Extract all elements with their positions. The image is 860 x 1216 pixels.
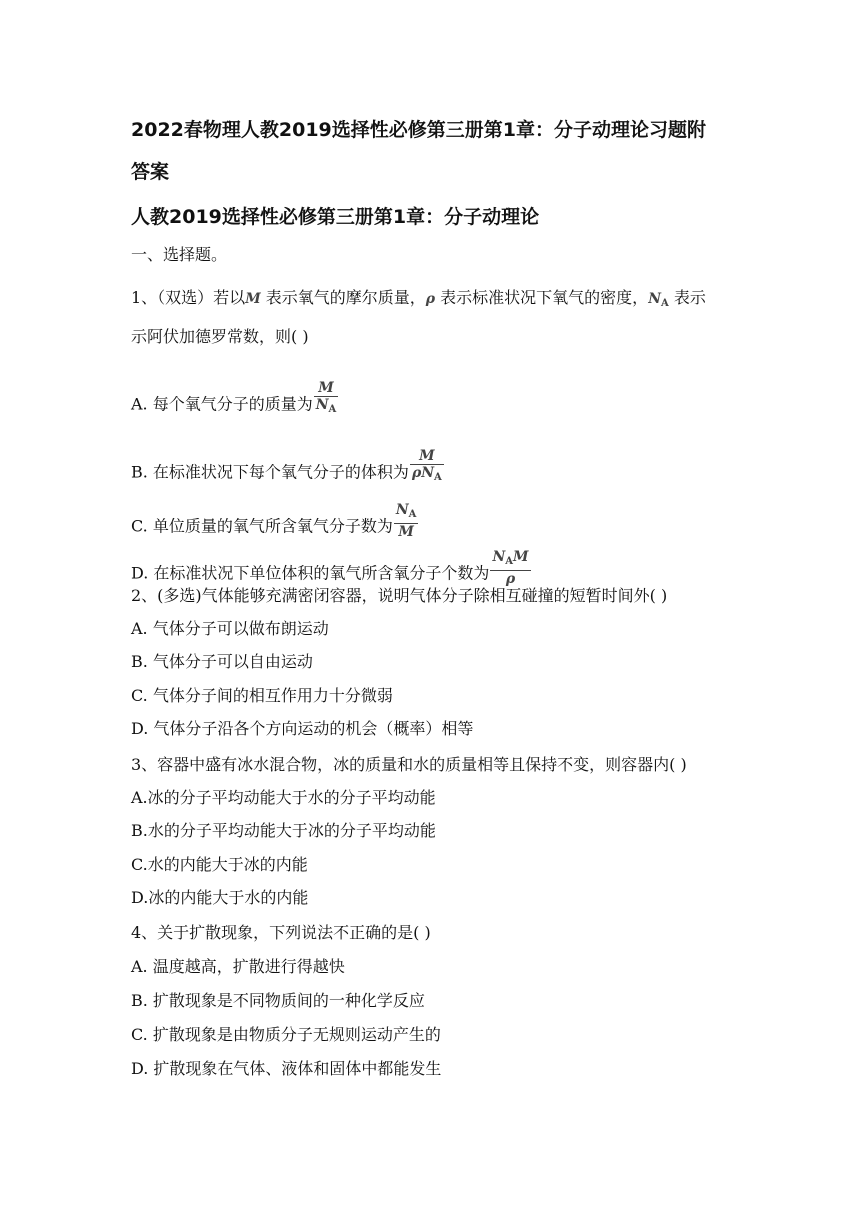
q1-option-b xyxy=(131,448,445,492)
symbol-a-subscript: A xyxy=(434,472,442,483)
symbol-a-subscript: A xyxy=(660,298,669,309)
symbol-na xyxy=(648,291,669,307)
fraction-m-over-rho-na xyxy=(410,448,444,486)
q2-option-a: A. 气体分子可以做布朗运动 xyxy=(131,619,329,638)
q1-stem-line1 xyxy=(131,288,706,314)
q1-stem-part2: 表示氧气的摩尔质量， xyxy=(260,288,426,307)
q3-option-d: D.冰的内能大于水的内能 xyxy=(131,888,309,907)
fraction-denominator: M xyxy=(398,524,414,540)
symbol-n: N xyxy=(421,465,435,481)
q1-option-c-text: C. 单位质量的氧气所含氧气分子数为 xyxy=(131,516,393,536)
q2-option-c: C. 气体分子间的相互作用力十分微弱 xyxy=(131,686,393,705)
fraction-numerator xyxy=(490,549,530,571)
q3-stem: 3、容器中盛有冰水混合物，冰的质量和水的质量相等且保持不变，则容器内( ) xyxy=(131,755,687,774)
q1-option-b-text: B. 在标准状况下每个氧气分子的体积为 xyxy=(131,462,409,482)
fraction-na-over-m xyxy=(394,502,419,540)
fraction-numerator xyxy=(394,502,419,524)
symbol-n: N xyxy=(395,502,409,518)
q4-option-a: A. 温度越高，扩散进行得越快 xyxy=(131,957,345,976)
fraction-m-over-na xyxy=(314,380,339,418)
q2-stem: 2、(多选)气体能够充满密闭容器，说明气体分子除相互碰撞的短暂时间外( ) xyxy=(131,586,668,605)
document-title-line1: 2022春物理人教2019选择性必修第三册第1章：分子动理论习题附 xyxy=(131,119,706,141)
q3-option-a: A.冰的分子平均动能大于水的分子平均动能 xyxy=(131,788,436,807)
q1-option-c xyxy=(131,502,419,546)
symbol-rho: ρ xyxy=(425,291,436,307)
q1-option-a xyxy=(131,380,339,424)
q4-option-c: C. 扩散现象是由物质分子无规则运动产生的 xyxy=(131,1025,441,1044)
q3-option-c: C.水的内能大于冰的内能 xyxy=(131,855,308,874)
symbol-rho: ρ xyxy=(411,465,422,481)
symbol-m: M xyxy=(513,549,529,565)
symbol-a-subscript: A xyxy=(328,404,337,415)
q1-option-a-text: A. 每个氧气分子的质量为 xyxy=(131,394,313,414)
fraction-numerator: M xyxy=(410,448,444,465)
section-heading: 一、选择题。 xyxy=(131,245,228,264)
fraction-numerator: M xyxy=(314,380,339,397)
q1-stem-part4: 表示 xyxy=(668,288,706,307)
q1-stem-part1: 1、（双选）若以 xyxy=(131,288,246,307)
q3-option-b: B.水的分子平均动能大于冰的分子平均动能 xyxy=(131,821,436,840)
fraction-denominator: ρ xyxy=(505,571,516,587)
document-title-line2: 答案 xyxy=(131,161,170,183)
q1-stem-line2: 示阿伏加德罗常数，则( ) xyxy=(131,327,309,346)
q4-stem: 4、关于扩散现象，下列说法不正确的是( ) xyxy=(131,923,431,942)
q1-stem-part3: 表示标准状况下氧气的密度， xyxy=(435,288,649,307)
fraction-denominator xyxy=(314,397,339,418)
fraction-denominator xyxy=(410,465,444,486)
symbol-a-subscript: A xyxy=(408,509,417,520)
q1-option-d-text: D. 在标准状况下单位体积的氧气所含氧分子个数为 xyxy=(131,563,490,583)
q2-option-d: D. 气体分子沿各个方向运动的机会（概率）相等 xyxy=(131,719,474,738)
fraction-na-m-over-rho xyxy=(490,549,530,587)
symbol-n: N xyxy=(492,549,506,565)
symbol-n: N xyxy=(315,397,329,413)
symbol-n: N xyxy=(648,291,661,307)
q2-option-b: B. 气体分子可以自由运动 xyxy=(131,652,313,671)
document-subtitle: 人教2019选择性必修第三册第1章：分子动理论 xyxy=(131,206,540,228)
q4-option-d: D. 扩散现象在气体、液体和固体中都能发生 xyxy=(131,1059,442,1078)
symbol-a-subscript: A xyxy=(505,556,513,567)
q4-option-b: B. 扩散现象是不同物质间的一种化学反应 xyxy=(131,991,425,1010)
symbol-m: M xyxy=(245,291,261,307)
